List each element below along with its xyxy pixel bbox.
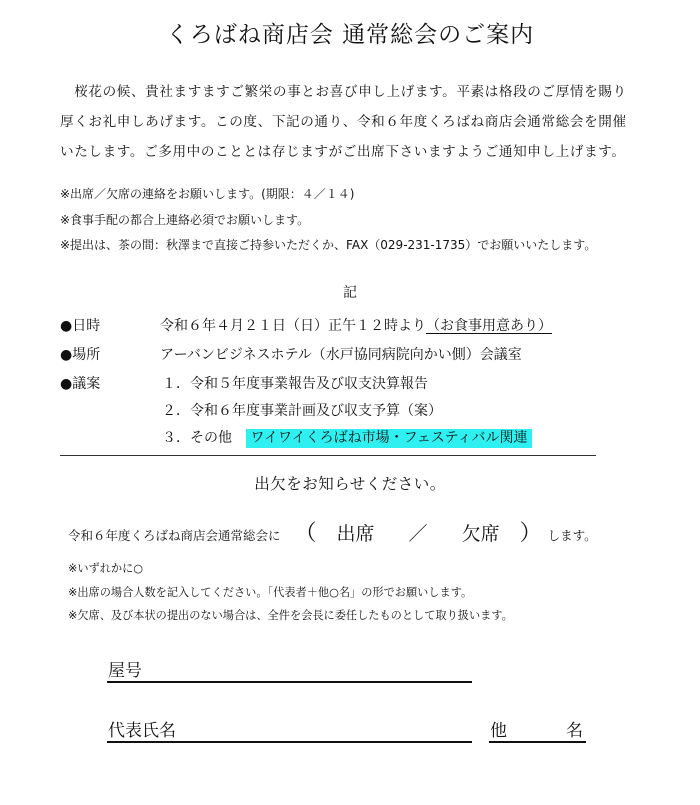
note-proxy: ※欠席、及び本状の提出のない場合は、全件を会長に委任したものとして取り扱います。 <box>68 609 513 622</box>
others-count-field[interactable] <box>489 741 586 743</box>
note-deadline: ※出席／欠席の連絡をお願いします。(期限：４／１４) <box>60 187 355 201</box>
shop-name-field[interactable] <box>107 681 472 683</box>
date-label: ●日時 <box>60 318 101 334</box>
others-label: 他 <box>490 721 507 741</box>
attendance-suffix: します。 <box>547 528 597 543</box>
page-title: くろばね商店会 通常総会のご案内 <box>165 22 535 48</box>
greeting-line-3: いたします。ご多用中のこととは存じますがご出席下さいますようご通知申し上げます。 <box>60 144 626 160</box>
option-separator: ／ <box>408 523 428 545</box>
representative-name-label: 代表氏名 <box>108 721 176 741</box>
date-value <box>160 315 552 335</box>
place-label: ●場所 <box>60 347 101 363</box>
agenda-item-3-prefix: ３．その他 <box>162 430 232 446</box>
date-text: 令和６年４月２１日（日）正午１２時より <box>160 318 426 334</box>
open-paren: （ <box>294 521 317 546</box>
note-meal: ※食事手配の都合上連絡必須でお願いします。 <box>60 213 310 227</box>
close-paren: ） <box>519 521 542 546</box>
option-absent[interactable]: 欠席 <box>461 523 500 545</box>
note-head-count: ※出席の場合人数を記入してください。「代表者＋他○名」の形でお願いします。 <box>68 586 473 599</box>
others-unit: 名 <box>566 721 583 741</box>
ki-heading: 記 <box>343 285 357 301</box>
place-value: アーバンビジネスホテル（水戸協同病院向かい側）会議室 <box>160 347 522 363</box>
greeting-line-1: 桜花の候、貴社ますますご繁栄の事とお喜び申し上げます。平素は格段のご厚情を賜り <box>60 84 627 100</box>
option-attend[interactable]: 出席 <box>336 523 375 545</box>
note-submission: ※提出は、茶の間：秋澤まで直接ご持参いただくか、FAX（029-231-1735）でお願いいたします。 <box>60 238 597 252</box>
shop-name-label: 屋号 <box>108 661 142 681</box>
note-circle-one: ※いずれかに○ <box>68 562 144 575</box>
section-divider <box>60 455 596 456</box>
agenda-item-3-highlight: ワイワイくろばね市場・フェスティバル関連 <box>246 429 531 448</box>
agenda-item-3 <box>162 427 532 447</box>
agenda-label: ●議案 <box>60 376 101 392</box>
agenda-item-1: １．令和５年度事業報告及び収支決算報告 <box>162 376 428 392</box>
respond-title: 出欠をお知らせください。 <box>254 475 446 493</box>
representative-name-field[interactable] <box>107 741 472 743</box>
agenda-item-2: ２．令和６年度事業計画及び収支予算（案） <box>162 403 442 419</box>
attendance-line <box>68 516 597 547</box>
attendance-prefix: 令和６年度くろばね商店会通常総会に <box>68 528 281 543</box>
greeting-line-2: 厚くお礼申しあげます。この度、下記の通り、令和６年度くろばね商店会通常総会を開催 <box>60 114 627 130</box>
meal-provided-note: （お食事用意あり） <box>426 318 552 334</box>
